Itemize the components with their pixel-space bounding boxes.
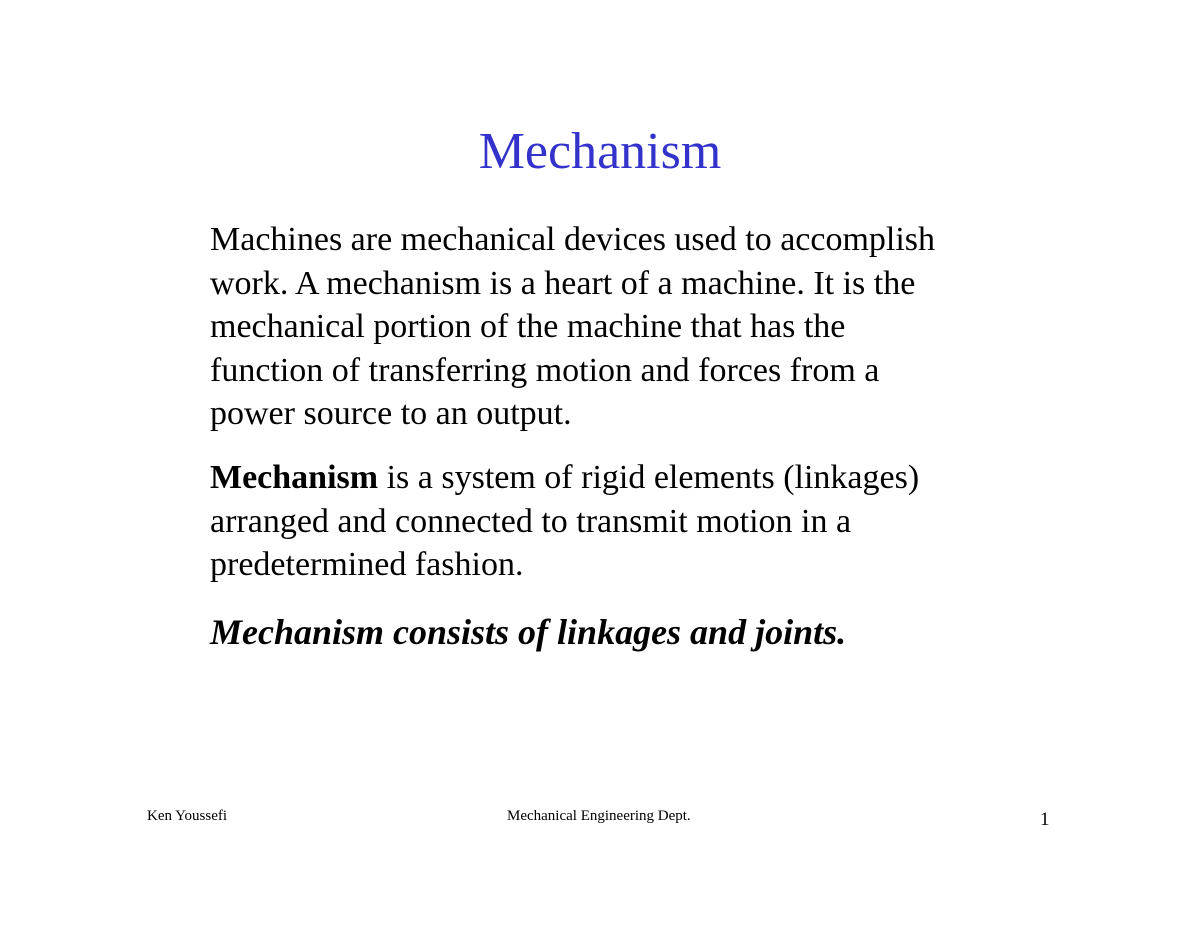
- paragraph-line: function of transferring motion and forces from a: [210, 351, 880, 389]
- bold-term: Mechanism: [210, 459, 379, 496]
- footer-department: Mechanical Engineering Dept.: [507, 808, 691, 824]
- paragraph-line: arranged and connected to transmit motion in a: [210, 502, 852, 540]
- paragraph-line: [210, 456, 1030, 500]
- definition-paragraph-mechanism: [210, 456, 1030, 587]
- paragraph-line: work. A mechanism is a heart of a machine. It is the: [210, 264, 916, 302]
- footer-author: Ken Youssefi: [147, 808, 228, 824]
- paragraph-line: mechanical portion of the machine that has the: [210, 308, 846, 345]
- paragraph-line: Machines are mechanical devices used to accomplish: [210, 221, 936, 258]
- definition-paragraph-machines: [210, 218, 1030, 436]
- paragraph-line: predetermined fashion.: [210, 546, 524, 583]
- paragraph-text: is a system of rigid elements (linkages): [378, 459, 920, 496]
- slide-title: Mechanism: [478, 123, 722, 180]
- key-statement: Mechanism consists of linkages and joints.: [210, 612, 847, 652]
- paragraph-line: power source to an output.: [210, 395, 572, 432]
- page-number: 1: [1040, 809, 1050, 830]
